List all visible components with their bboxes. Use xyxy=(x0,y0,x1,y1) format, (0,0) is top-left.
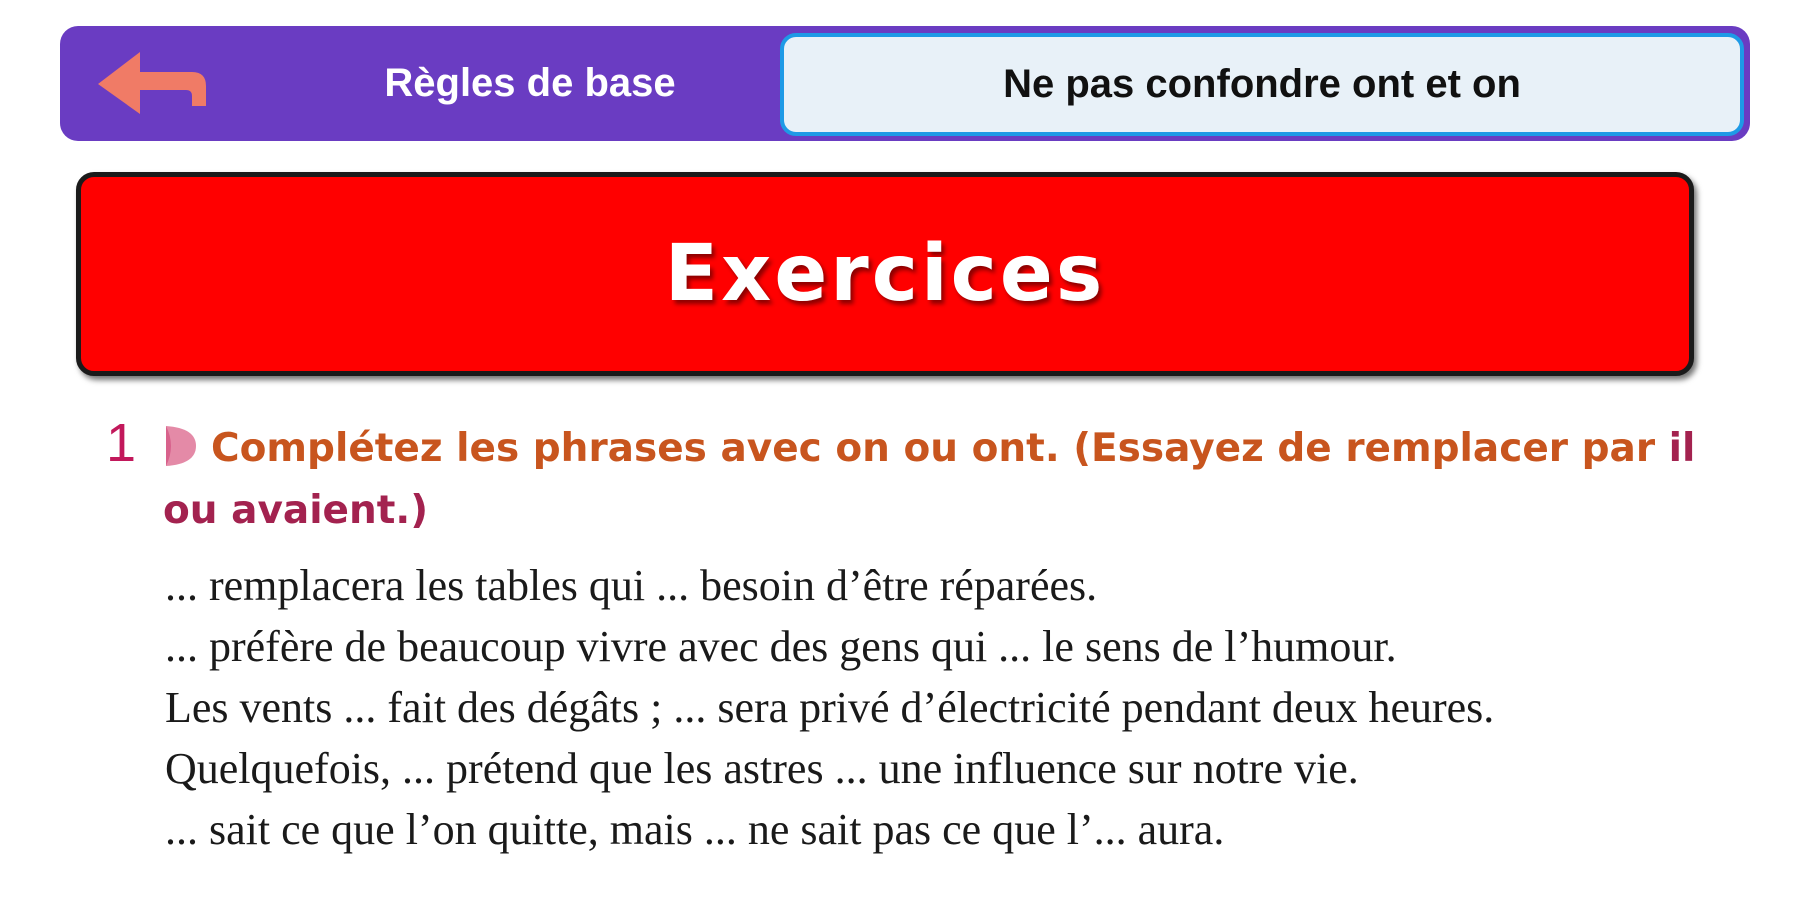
instruction-part-1: Complétez les phrases avec on ou ont. (Essayez de remplacer par xyxy=(211,426,1669,471)
top-navigation-bar xyxy=(60,26,1750,141)
sentence-5: ... sait ce que l’on quitte, mais ... ne sait pas ce que l’... aura. xyxy=(165,805,1225,854)
instruction-part-2: il ou avaient.) xyxy=(163,426,1696,533)
back-button[interactable] xyxy=(92,44,212,124)
tab-regles-de-base[interactable]: Règles de base xyxy=(384,61,676,105)
exercise-instruction xyxy=(163,418,1733,542)
exercices-banner xyxy=(76,172,1694,376)
sentence-1: ... remplacera les tables qui ... besoin d’être réparées. xyxy=(165,561,1098,610)
tab-ne-pas-confondre-ont-et-on[interactable]: Ne pas confondre ont et on xyxy=(780,33,1744,136)
exercise-sentences xyxy=(165,555,1765,860)
back-arrow-icon xyxy=(92,44,212,124)
sentence-4: Quelquefois, ... prétend que les astres ... une influence sur notre vie. xyxy=(165,744,1359,793)
sentence-2: ... préfère de beaucoup vivre avec des gens qui ... le sens de l’humour. xyxy=(165,622,1397,671)
banner-title: Exercices xyxy=(664,229,1106,319)
exercise-number: 1 xyxy=(106,413,137,473)
sentence-3: Les vents ... fait des dégâts ; ... sera privé d’électricité pendant deux heures. xyxy=(165,683,1495,732)
